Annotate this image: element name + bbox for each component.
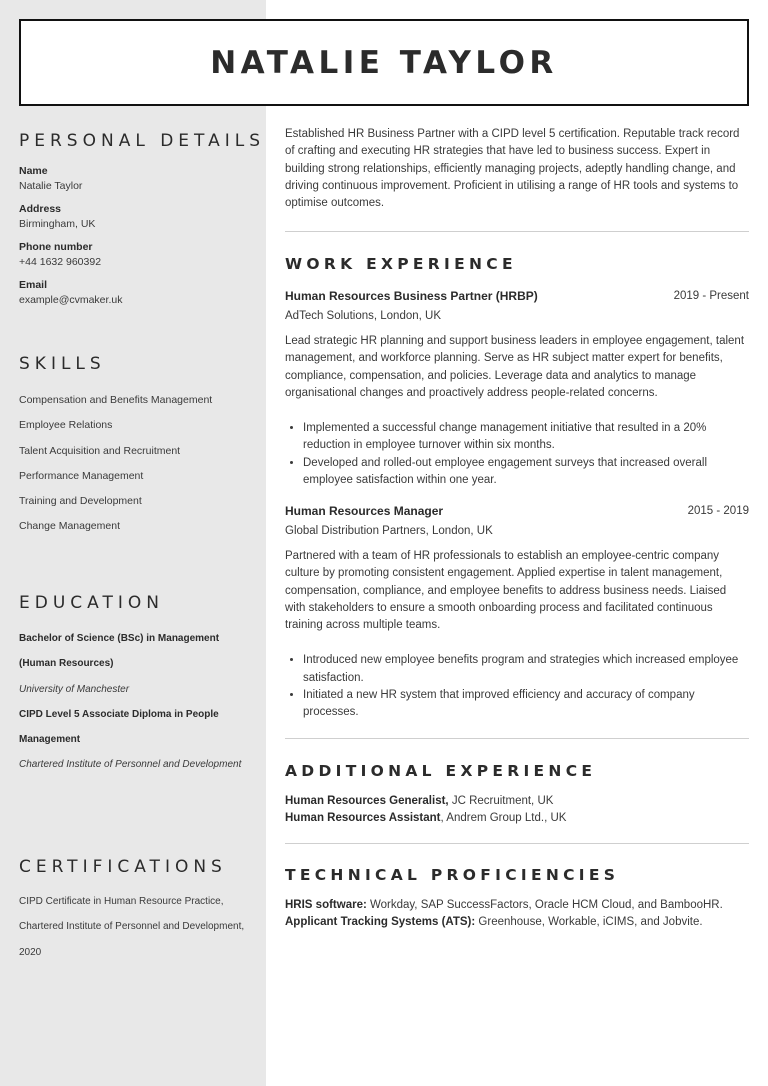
skills-heading: SKILLS	[19, 354, 106, 374]
technical-proficiencies-heading: TECHNICAL PROFICIENCIES	[285, 866, 620, 884]
skill-item: Compensation and Benefits Management	[19, 394, 213, 406]
proficiency-label: HRIS software:	[285, 899, 367, 911]
skill-item: Performance Management	[19, 469, 144, 482]
additional-experience-item	[285, 793, 749, 810]
education-degree: Bachelor of Science (BSc) in Management (Human Resources)	[19, 633, 220, 670]
achievement-item: • Implemented a successful change management initiative that resulted in a 20% reduction in employee turnover within six months.	[303, 420, 749, 455]
technical-proficiencies-list	[285, 897, 749, 932]
proficiency-label: Applicant Tracking Systems (ATS):	[285, 916, 476, 929]
skills-list	[19, 388, 254, 540]
job-achievements	[285, 420, 749, 489]
certification-item: CIPD Certificate in Human Resource Practice, Chartered Institute of Personnel and Development, 2020	[19, 896, 245, 958]
job-dates: 2015 - 2019	[687, 505, 749, 517]
education-institution: Chartered Institute of Personnel and Development	[19, 759, 242, 771]
additional-experience-heading: ADDITIONAL EXPERIENCE	[285, 762, 597, 780]
achievement-item: • Developed and rolled-out employee engagement surveys that increased overall employee satisfaction within one year.	[303, 455, 749, 490]
job-company: AdTech Solutions, London, UK	[285, 310, 441, 322]
role-detail: , Andrem Group Ltd., UK	[440, 812, 567, 825]
section-divider	[285, 843, 749, 844]
role: Human Resources Assistant	[285, 812, 441, 825]
skill-item: Change Management	[19, 520, 120, 533]
section-divider	[285, 738, 749, 739]
job-entry	[285, 503, 749, 722]
work-experience-heading: WORK EXPERIENCE	[285, 255, 517, 273]
role-detail: JC Recruitment, UK	[448, 795, 554, 807]
education-institution: University of Manchester	[19, 683, 130, 695]
job-title: Human Resources Manager	[285, 504, 444, 518]
proficiency-item	[285, 914, 749, 931]
education-list	[19, 626, 249, 778]
education-degree: CIPD Level 5 Associate Diploma in People Management	[19, 708, 219, 746]
job-entry	[285, 288, 749, 489]
detail-email	[19, 278, 249, 308]
job-company: Global Distribution Partners, London, UK	[285, 525, 493, 537]
section-divider	[285, 231, 749, 232]
detail-label: Name	[19, 165, 48, 177]
job-achievements	[285, 652, 749, 721]
achievement-item: • Introduced new employee benefits program and strategies which increased employee satisfaction.	[303, 652, 749, 687]
proficiency-value: Workday, SAP SuccessFactors, Oracle HCM Cloud, and BambooHR.	[366, 899, 723, 911]
detail-value: Natalie Taylor	[19, 180, 83, 192]
detail-name	[19, 164, 249, 194]
detail-address	[19, 202, 249, 232]
job-description: Partnered with a team of HR professionals to establish an employee-centric company culture by promoting consistent engagement. Applied expertise in talent management, compensation, compliance, and employee benefits to address business needs. Liaised with stakeholders to ensure a smooth onboarding process and facilitated continuous training across multiple teams.	[285, 550, 727, 632]
skill-item: Talent Acquisition and Recruitment	[19, 444, 181, 457]
proficiency-item	[285, 897, 749, 914]
additional-experience-item	[285, 810, 749, 827]
detail-label: Phone number	[19, 241, 93, 253]
full-name: NATALIE TAYLOR	[210, 44, 558, 81]
achievement-item: • Initiated a new HR system that improved efficiency and accuracy of company processes.	[303, 687, 749, 722]
proficiency-value: Greenhouse, Workable, iCIMS, and Jobvite.	[475, 916, 703, 929]
detail-label: Address	[19, 203, 62, 215]
detail-value: +44 1632 960392	[19, 256, 102, 268]
name-header	[19, 19, 749, 106]
skill-item: Training and Development	[19, 495, 142, 508]
certifications-heading: CERTIFICATIONS	[19, 857, 227, 877]
additional-experience-list	[285, 793, 749, 828]
job-title: Human Resources Business Partner (HRBP)	[285, 289, 538, 303]
role: Human Resources Generalist,	[285, 795, 449, 807]
personal-details-heading: PERSONAL DETAILS	[19, 131, 265, 151]
detail-label: Email	[19, 279, 48, 291]
skill-item: Employee Relations	[19, 419, 113, 432]
education-heading: EDUCATION	[19, 593, 164, 613]
job-dates: 2019 - Present	[673, 290, 749, 302]
profile-summary: Established HR Business Partner with a CIPD level 5 certification. Reputable track record of crafting and executing HR strategies that have led to business success. Expert in building strong relationships, efficiently managing projects, adeptly handling change, and driving continuous improvement. Proficient in utilising a range of HR tools and systems to optimise outcomes.	[285, 128, 740, 210]
job-description: Lead strategic HR planning and support business leaders in employee engagement, talent management, and workforce planning. Serve as HR subject matter expert for benefits, compliance, compensation, and policies. Leverage data and analytics to manage organisational changes and proactively address people-related concerns.	[285, 335, 745, 399]
detail-phone	[19, 240, 249, 270]
detail-value: Birmingham, UK	[19, 218, 96, 230]
detail-value: example@cvmaker.uk	[19, 294, 123, 306]
